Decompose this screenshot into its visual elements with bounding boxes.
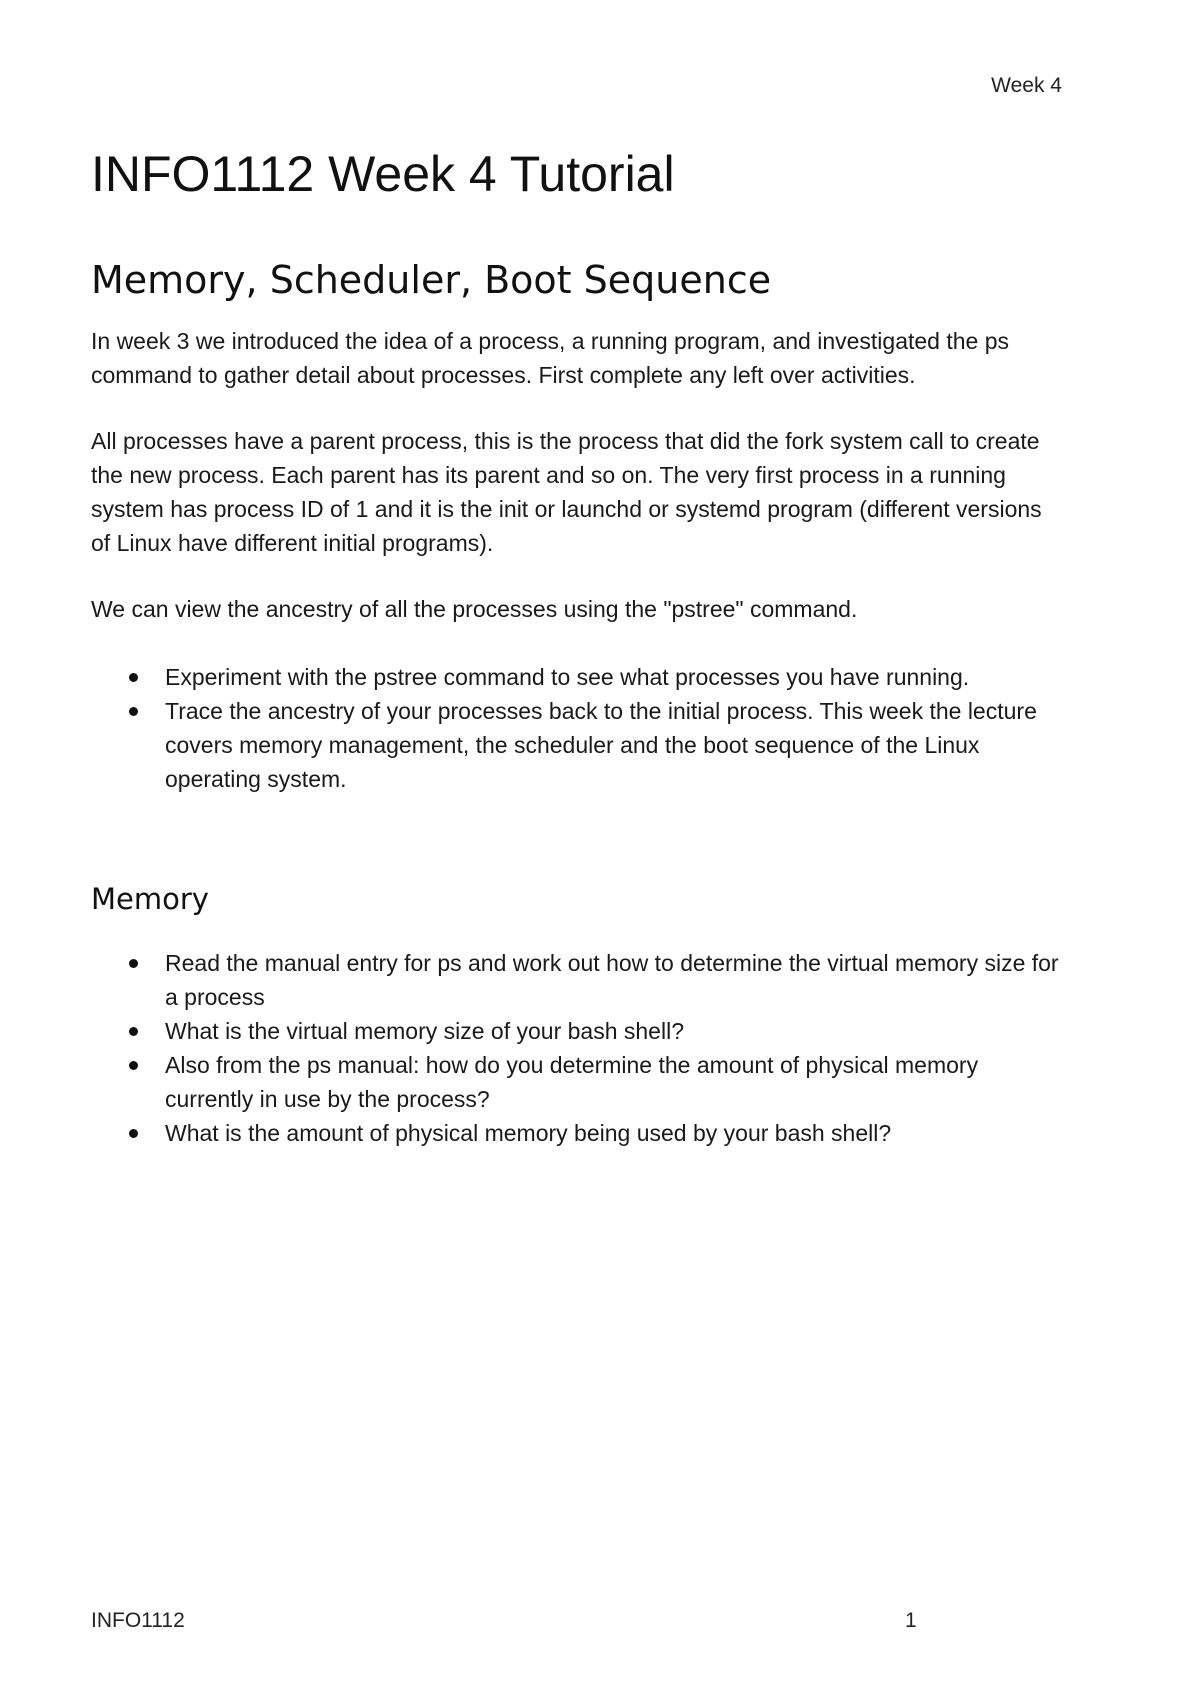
intro-bullet-list <box>91 660 1071 796</box>
list-item <box>91 660 1071 694</box>
document-title: INFO1112 Week 4 Tutorial <box>91 146 675 202</box>
list-item-text: Also from the ps manual: how do you determine the amount of physical memory currently in use by the process? <box>165 1052 979 1113</box>
list-item-text: What is the amount of physical memory being used by your bash shell? <box>165 1120 892 1147</box>
list-item-text: Trace the ancestry of your processes back to the initial process. This week the lecture covers memory management, the scheduler and the boot sequence of the Linux operating system. <box>165 697 1037 792</box>
section-title: Memory, Scheduler, Boot Sequence <box>91 258 772 302</box>
paragraph-parent-process: All processes have a parent process, this is the process that did the fork system call to create the new process. Each parent has its parent and so on. The very first process in a running system has process ID of 1 and it is the init or launchd or systemd program (different versions of Linux have different initial programs). <box>91 427 1042 556</box>
list-item-text: What is the virtual memory size of your bash shell? <box>165 1018 684 1045</box>
list-item <box>91 946 1071 1014</box>
document-body <box>91 144 1071 1150</box>
list-item <box>91 1014 1071 1048</box>
memory-heading: Memory <box>91 881 209 916</box>
memory-bullet-list <box>91 946 1071 1150</box>
bullet-icon <box>129 959 138 968</box>
bullet-icon <box>129 1061 138 1070</box>
footer-page-number: 1 <box>905 1609 917 1632</box>
list-item <box>91 694 1071 796</box>
paragraph-pstree: We can view the ancestry of all the processes using the "pstree" command. <box>91 595 858 622</box>
bullet-icon <box>129 1027 138 1036</box>
footer-course-code: INFO1112 <box>91 1609 185 1632</box>
bullet-icon <box>129 1129 138 1138</box>
bullet-icon <box>129 673 138 682</box>
running-header-week: Week 4 <box>991 74 1062 97</box>
bullet-icon <box>129 707 138 716</box>
list-item-text: Experiment with the pstree command to see what processes you have running. <box>165 663 970 690</box>
list-item <box>91 1116 1071 1150</box>
paragraph-intro: In week 3 we introduced the idea of a process, a running program, and investigated the ps command to gather detail about processes. First complete any left over activities. <box>91 327 1010 388</box>
list-item <box>91 1048 1071 1116</box>
list-item-text: Read the manual entry for ps and work out how to determine the virtual memory size for a process <box>165 950 1059 1011</box>
